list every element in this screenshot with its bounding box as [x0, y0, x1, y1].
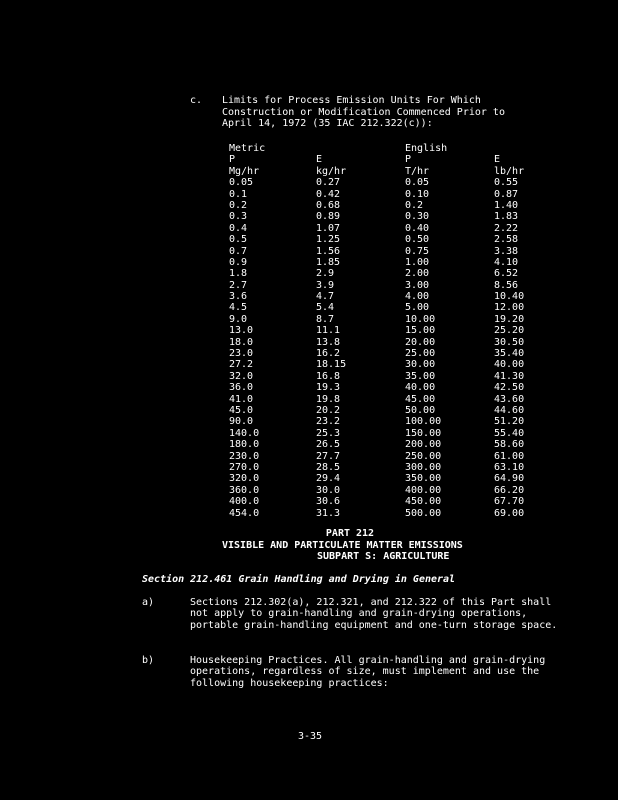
cell-e-metric: 26.5: [316, 439, 341, 451]
cell-p-english: 3.00: [405, 279, 430, 291]
cell-p-metric: 230.0: [229, 450, 260, 462]
cell-e-english: 10.40: [494, 291, 525, 303]
cell-p-metric: 0.4: [229, 222, 248, 234]
cell-e-english: 42.50: [494, 382, 525, 394]
cell-e-english: 66.20: [494, 484, 525, 496]
table-unit-header: [229, 166, 529, 177]
cell-p-metric: 90.0: [229, 416, 254, 428]
cell-p-metric: 1.8: [229, 268, 248, 280]
cell-p-english: 0.2: [405, 199, 424, 211]
cell-p-english: 400.00: [405, 484, 442, 496]
table-row: [229, 462, 529, 473]
cell-e-english: 2.22: [494, 222, 519, 234]
cell-p-metric: 2.7: [229, 279, 248, 291]
cell-e-metric: 19.8: [316, 393, 341, 405]
cell-p-metric: 454.0: [229, 507, 260, 519]
cell-p-english: 10.00: [405, 313, 436, 325]
cell-e-english: 4.10: [494, 256, 519, 268]
cell-e-metric: 1.25: [316, 234, 341, 246]
cell-p-metric: 23.0: [229, 348, 254, 360]
cell-p-metric: 36.0: [229, 382, 254, 394]
cell-p-metric: 9.0: [229, 313, 248, 325]
table-row: [229, 473, 529, 484]
cell-e-metric: 1.85: [316, 256, 341, 268]
cell-e-metric: 27.7: [316, 450, 341, 462]
limits-heading-line-3: April 14, 1972 (35 IAC 212.322(c)):: [222, 118, 433, 129]
table-variable-header: [229, 154, 529, 165]
table-row: [229, 428, 529, 439]
cell-e-english: 1.83: [494, 211, 519, 223]
cell-p-metric: 0.7: [229, 245, 248, 257]
cell-p-english: 25.00: [405, 348, 436, 360]
cell-p-metric: 0.1: [229, 188, 248, 200]
table-row: [229, 268, 529, 279]
cell-e-metric: 19.3: [316, 382, 341, 394]
emission-limits-table: [229, 143, 529, 519]
table-group-header: [229, 143, 529, 154]
cell-e-english: 1.40: [494, 199, 519, 211]
unit-lb-hr: lb/hr: [494, 165, 525, 177]
cell-e-english: 35.40: [494, 348, 525, 360]
table-row: [229, 485, 529, 496]
cell-e-metric: 25.3: [316, 427, 341, 439]
cell-e-english: 51.20: [494, 416, 525, 428]
table-row: [229, 177, 529, 188]
table-row: [229, 348, 529, 359]
cell-p-metric: 400.0: [229, 496, 260, 508]
cell-e-metric: 3.9: [316, 279, 335, 291]
cell-e-metric: 0.89: [316, 211, 341, 223]
var-e-english: E: [494, 154, 501, 166]
cell-p-metric: 0.2: [229, 199, 248, 211]
cell-p-english: 50.00: [405, 404, 436, 416]
cell-p-english: 150.00: [405, 427, 442, 439]
table-row: [229, 314, 529, 325]
subpart-title: SUBPART S: AGRICULTURE: [317, 551, 450, 562]
cell-p-metric: 32.0: [229, 370, 254, 382]
table-row: [229, 405, 529, 416]
cell-p-english: 350.00: [405, 473, 442, 485]
cell-p-english: 100.00: [405, 416, 442, 428]
unit-t-hr: T/hr: [405, 165, 430, 177]
cell-p-english: 20.00: [405, 336, 436, 348]
cell-e-metric: 31.3: [316, 507, 341, 519]
cell-e-metric: 5.4: [316, 302, 335, 314]
cell-p-metric: 140.0: [229, 427, 260, 439]
cell-p-metric: 0.3: [229, 211, 248, 223]
cell-p-metric: 45.0: [229, 404, 254, 416]
cell-e-english: 2.58: [494, 234, 519, 246]
cell-p-english: 450.00: [405, 496, 442, 508]
cell-e-english: 19.20: [494, 313, 525, 325]
cell-e-english: 3.38: [494, 245, 519, 257]
cell-e-english: 61.00: [494, 450, 525, 462]
cell-p-metric: 13.0: [229, 325, 254, 337]
table-row: [229, 439, 529, 450]
cell-p-english: 4.00: [405, 291, 430, 303]
item-b-marker: b): [142, 655, 155, 666]
limits-marker: c.: [190, 95, 203, 106]
cell-e-metric: 1.07: [316, 222, 341, 234]
cell-e-metric: 30.6: [316, 496, 341, 508]
cell-p-metric: 360.0: [229, 484, 260, 496]
var-e-metric: E: [316, 154, 323, 166]
cell-p-metric: 27.2: [229, 359, 254, 371]
table-row: [229, 223, 529, 234]
table-row: [229, 325, 529, 336]
cell-e-english: 0.87: [494, 188, 519, 200]
unit-mg-hr: Mg/hr: [229, 165, 260, 177]
cell-p-metric: 3.6: [229, 291, 248, 303]
cell-p-metric: 18.0: [229, 336, 254, 348]
table-row: [229, 508, 529, 519]
table-row: [229, 234, 529, 245]
table-row: [229, 371, 529, 382]
table-row: [229, 359, 529, 370]
cell-p-english: 30.00: [405, 359, 436, 371]
table-row: [229, 337, 529, 348]
cell-p-metric: 270.0: [229, 461, 260, 473]
cell-e-metric: 16.2: [316, 348, 341, 360]
cell-p-english: 0.40: [405, 222, 430, 234]
group-metric: Metric: [229, 143, 266, 154]
cell-e-english: 25.20: [494, 325, 525, 337]
var-p-english: P: [405, 154, 412, 166]
table-row: [229, 200, 529, 211]
cell-p-english: 45.00: [405, 393, 436, 405]
cell-p-english: 500.00: [405, 507, 442, 519]
table-row: [229, 382, 529, 393]
part-subtitle: VISIBLE AND PARTICULATE MATTER EMISSIONS: [222, 540, 463, 551]
cell-e-english: 8.56: [494, 279, 519, 291]
cell-e-english: 69.00: [494, 507, 525, 519]
table-row: [229, 280, 529, 291]
cell-e-metric: 11.1: [316, 325, 341, 337]
table-row: [229, 302, 529, 313]
cell-e-metric: 23.2: [316, 416, 341, 428]
cell-e-english: 41.30: [494, 370, 525, 382]
table-row: [229, 211, 529, 222]
cell-p-metric: 0.9: [229, 256, 248, 268]
table-body: [229, 177, 529, 519]
cell-p-english: 2.00: [405, 268, 430, 280]
cell-e-english: 64.90: [494, 473, 525, 485]
cell-e-metric: 29.4: [316, 473, 341, 485]
cell-p-english: 0.75: [405, 245, 430, 257]
cell-e-metric: 28.5: [316, 461, 341, 473]
cell-p-metric: 180.0: [229, 439, 260, 451]
table-row: [229, 257, 529, 268]
limits-heading-line-1: Limits for Process Emission Units For Which: [222, 95, 481, 106]
table-row: [229, 496, 529, 507]
cell-e-metric: 0.68: [316, 199, 341, 211]
table-row: [229, 394, 529, 405]
cell-e-english: 6.52: [494, 268, 519, 280]
cell-e-metric: 13.8: [316, 336, 341, 348]
table-row: [229, 416, 529, 427]
cell-e-english: 58.60: [494, 439, 525, 451]
cell-p-english: 200.00: [405, 439, 442, 451]
cell-e-english: 30.50: [494, 336, 525, 348]
limits-heading-line-2: Construction or Modification Commenced Prior to: [222, 106, 505, 118]
table-row: [229, 189, 529, 200]
cell-p-english: 0.05: [405, 177, 430, 189]
part-title: PART 212: [325, 528, 375, 539]
cell-e-metric: 8.7: [316, 313, 335, 325]
cell-p-english: 0.10: [405, 188, 430, 200]
cell-e-english: 63.10: [494, 461, 525, 473]
cell-e-metric: 16.8: [316, 370, 341, 382]
cell-e-metric: 2.9: [316, 268, 335, 280]
var-p-metric: P: [229, 154, 236, 166]
cell-p-english: 250.00: [405, 450, 442, 462]
cell-p-metric: 0.5: [229, 234, 248, 246]
item-b-text: Housekeeping Practices. All grain-handling and grain-drying operations, regardless of size, must implement and use the following housekeeping practices:: [190, 655, 546, 689]
cell-p-english: 35.00: [405, 370, 436, 382]
cell-e-english: 55.40: [494, 427, 525, 439]
cell-e-metric: 1.56: [316, 245, 341, 257]
unit-kg-hr: kg/hr: [316, 165, 347, 177]
cell-e-english: 44.60: [494, 404, 525, 416]
table-row: [229, 451, 529, 462]
cell-p-english: 5.00: [405, 302, 430, 314]
cell-e-english: 67.70: [494, 496, 525, 508]
cell-p-metric: 41.0: [229, 393, 254, 405]
item-a-marker: a): [142, 597, 155, 608]
cell-e-metric: 18.15: [316, 359, 347, 371]
cell-e-metric: 0.27: [316, 177, 341, 189]
cell-p-english: 1.00: [405, 256, 430, 268]
cell-e-metric: 0.42: [316, 188, 341, 200]
cell-p-english: 15.00: [405, 325, 436, 337]
cell-e-english: 0.55: [494, 177, 519, 189]
group-english: English: [405, 143, 448, 154]
cell-e-metric: 30.0: [316, 484, 341, 496]
cell-e-english: 12.00: [494, 302, 525, 314]
cell-p-english: 0.50: [405, 234, 430, 246]
cell-e-metric: 4.7: [316, 291, 335, 303]
cell-e-english: 40.00: [494, 359, 525, 371]
cell-p-metric: 0.05: [229, 177, 254, 189]
page-number: 3-35: [298, 731, 323, 742]
cell-e-english: 43.60: [494, 393, 525, 405]
table-row: [229, 246, 529, 257]
cell-e-metric: 20.2: [316, 404, 341, 416]
cell-p-english: 40.00: [405, 382, 436, 394]
cell-p-english: 0.30: [405, 211, 430, 223]
cell-p-metric: 4.5: [229, 302, 248, 314]
cell-p-english: 300.00: [405, 461, 442, 473]
section-title: Section 212.461 Grain Handling and Drying in General: [142, 574, 456, 585]
table-row: [229, 291, 529, 302]
item-a-text: Sections 212.302(a), 212.321, and 212.322 of this Part shall not apply to grain-handling and grain-drying operations, portable grain-handling equipment and one-turn storage space.: [190, 597, 558, 631]
cell-p-metric: 320.0: [229, 473, 260, 485]
